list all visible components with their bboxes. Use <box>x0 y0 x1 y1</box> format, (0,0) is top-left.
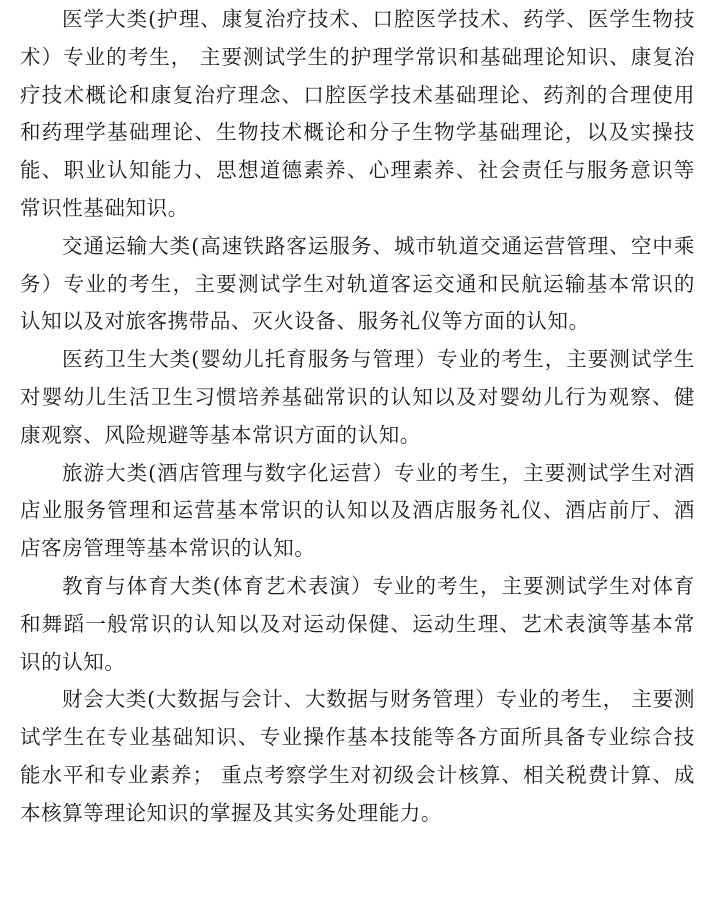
paragraph-sports-education: 教育与体育大类(体育艺术表演）专业的考生，主要测试学生对体育和舞蹈一般常识的认知以及对运动保健、运动生理、艺术表演等基本常识的认知。 <box>20 573 695 674</box>
document-body <box>20 0 695 833</box>
paragraph-infant-care: 医药卫生大类(婴幼儿托育服务与管理）专业的考生，主要测试学生对婴幼儿生活卫生习惯培养基础常识的认知以及对婴幼儿行为观察、健康观察、风险规避等基本常识方面的认知。 <box>20 347 695 447</box>
paragraph-accounting: 财会大类(大数据与会计、大数据与财务管理）专业的考生， 主要测试学生在专业基础知识、专业操作基本技能等各方面所具备专业综合技能水平和专业素养； 重点考察学生对初级会计核算、相关税费计算、成本核算等理论知识的掌握及其实务处理能力。 <box>20 687 695 825</box>
paragraph-tourism: 旅游大类(酒店管理与数字化运营）专业的考生，主要测试学生对酒店业服务管理和运营基本常识的认知以及酒店服务礼仪、酒店前厅、酒店客房管理等基本常识的认知。 <box>20 460 695 561</box>
paragraph-transportation: 交通运输大类(高速铁路客运服务、城市轨道交通运营管理、空中乘务）专业的考生，主要测试学生对轨道客运交通和民航运输基本常识的认知以及对旅客携带品、灭火设备、服务礼仪等方面的认知。 <box>20 233 695 334</box>
paragraph-medical: 医学大类(护理、康复治疗技术、口腔医学技术、药学、医学生物技术）专业的考生， 主要测试学生的护理学常识和基础理论知识、康复治疗技术概论和康复治疗理念、口腔医学技术基础理论、药剂的合理使用和药理学基础理论、生物技术概论和分子生物学基础理论，以及实操技能、职业认知能力、思想道德素养、心理素养、社会责任与服务意识等常识性基础知识。 <box>20 7 695 220</box>
